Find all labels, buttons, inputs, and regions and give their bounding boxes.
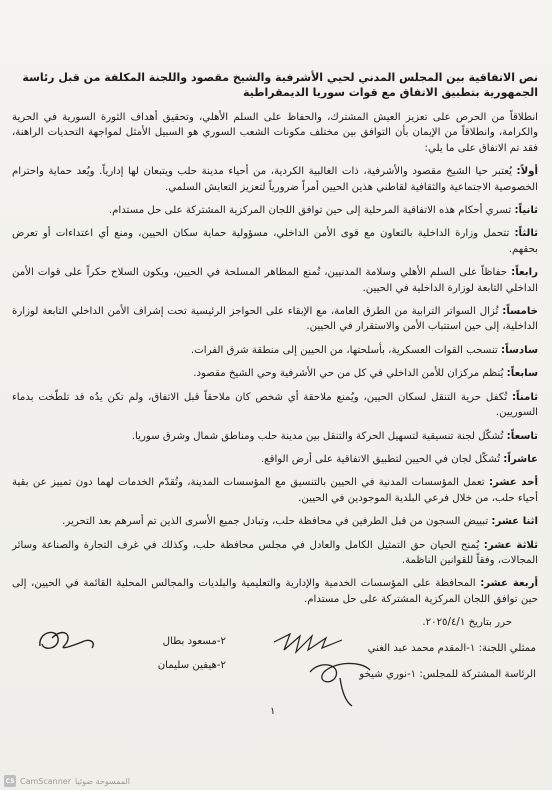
scan-watermark: الممسوحة ضوئيا bbox=[75, 776, 130, 786]
clause-item bbox=[12, 226, 538, 257]
clause-number: أربعة عشر: bbox=[480, 578, 538, 590]
clause-item bbox=[12, 164, 538, 195]
clause-number: أحد عشر: bbox=[488, 477, 538, 489]
clause-text: تُشكّل لجان في الحيين لتطبيق الاتفاقية على أرض الواقع. bbox=[260, 453, 504, 465]
left-sign-name-2: ٢-هيفين سليمان bbox=[157, 660, 226, 671]
clause-number: سابعاً: bbox=[506, 368, 538, 380]
clause-text: تسري أحكام هذه الاتفاقية المرحلية إلى حين توافق اللجان المركزية المشتركة على حل مستدام. bbox=[108, 205, 515, 217]
clause-text: تُشكّل لجنة تنسيقية لتسهيل الحركة والتنقل بين مدينة حلب ومناطق شمال وشرق سوريا. bbox=[131, 430, 507, 442]
intro-paragraph: انطلاقاً من الحرص على تعزيز العيش المشترك، والحفاظ على السلم الأهلي، وتحقيق أهداف الثورة السورية في الحرية والكرامة، وانطلاقاً من الإيمان بأن التوافق بين مختلف مكونات الشعب السوري هو السبيل الأمثل لمواجهة التحديات الراهنة، فقد تم الاتفاق على ما يلي: bbox=[12, 112, 538, 154]
agreement-text bbox=[12, 70, 538, 631]
clause-item bbox=[12, 390, 538, 421]
clause-number: تاسعاً: bbox=[506, 430, 538, 442]
clause-text: تتحمل وزارة الداخلية بالتعاون مع قوى الأمن الداخلي، مسؤولية حماية سكان الحيين، ومنع أي اعتداءات أو تعرض بحقهم. bbox=[12, 228, 538, 255]
clause-item bbox=[12, 576, 538, 607]
clause-item bbox=[12, 366, 538, 381]
clause-number: ثانياً: bbox=[514, 205, 538, 217]
clause-item bbox=[12, 429, 538, 444]
clause-item bbox=[12, 538, 538, 569]
clause-item bbox=[12, 475, 538, 506]
left-sign-name-1: ٢-مسعود بطال bbox=[162, 636, 226, 647]
clause-text: تُزال السواتر الترابية من الطرق العامة، مع الإبقاء على الحواجز الرئيسية تحت إشراف الأمن الداخلي التابعة لوزارة الداخلية، إلى حين استتباب الأمن والاستقرار في الحيين. bbox=[12, 306, 538, 333]
clause-number: سادساً: bbox=[501, 344, 538, 356]
clause-text: حفاظاً على السلم الأهلي وسلامة المدنيين، تُمنع المظاهر المسلحة في الحيين، ويكون السلاح حكراً على قوات الأمن الداخلي التابعة لوزارة الداخلية في الحيين. bbox=[12, 267, 538, 294]
left-signatures bbox=[28, 632, 258, 680]
clauses-list bbox=[12, 164, 538, 607]
clause-item bbox=[12, 343, 538, 358]
signature-labels bbox=[266, 636, 536, 688]
clause-number: خامساً: bbox=[502, 306, 538, 318]
clause-text: يُعتبر حيا الشيخ مقصود والأشرفية، ذات الغالبية الكردية، من أحياء مدينة حلب ويتبعان لها إدارياً. ويُعد حماية واحترام الخصوصية الاجتماعية والثقافية لقاطني هذين الحيين أمراً ضرورياً لتعزيز التعايش السلمي. bbox=[12, 166, 538, 193]
clause-number: ثلاثة عشر: bbox=[483, 539, 538, 551]
clause-number: ثامناً: bbox=[511, 391, 538, 403]
clause-text: يُنظم مركزان للأمن الداخلي في كل من حي الأشرفية وحي الشيخ مقصود. bbox=[193, 368, 507, 380]
clause-item bbox=[12, 265, 538, 296]
scanner-footer bbox=[0, 772, 552, 790]
clause-number: عاشراً: bbox=[503, 453, 538, 465]
clause-item bbox=[12, 203, 538, 218]
clause-number: أولاً: bbox=[516, 166, 538, 178]
clause-item bbox=[12, 514, 538, 529]
camscanner-name: CamScanner bbox=[20, 776, 72, 786]
clause-item bbox=[12, 452, 538, 467]
clause-text: تنسحب القوات العسكرية، بأسلحتها، من الحيين إلى منطقة شرق الفرات. bbox=[190, 344, 501, 356]
document-date: حرر بتاريخ ٢٠٢٥/٤/١. bbox=[422, 617, 512, 629]
clause-number: اثنا عشر: bbox=[491, 516, 538, 528]
clause-number: رابعاً: bbox=[511, 267, 538, 279]
page-number: ١ bbox=[270, 706, 276, 717]
camscanner-logo-icon: CS bbox=[4, 775, 16, 787]
clause-text: تبييض السجون من قبل الطرفين في محافظة حلب، وتبادل جميع الأسرى الذين تم أسرهم بعد التحرير. bbox=[62, 516, 492, 528]
committee-label: ممثلي اللجنة: ١-المقدم محمد عبد الغني bbox=[367, 643, 536, 654]
clause-text: تعمل المؤسسات المدنية في الحيين بالتنسيق مع المؤسسات المدينة، وتُقدّم الخدمات لهما دون تمييز عن بقية أحياء حلب، من خلال فرعي البلدية الموجودين في الحيين. bbox=[12, 477, 538, 504]
clause-text: المحافظة على المؤسسات الخدمية والإدارية والتعليمية والبلديات والمجالس المحلية القائمة في الحيين، إلى حين توافق اللجان المركزية المشتركة على حل مستدام. bbox=[12, 578, 538, 605]
clause-text: يُمنح الحيان حق التمثيل الكامل والعادل في مجلس محافظة حلب، وكذلك في غرف التجارة والصناعة وسائر المجالات، وفقاً للقوانين الناظمة. bbox=[12, 539, 538, 566]
council-label: الرئاسة المشتركة للمجلس: ١-نوري شيخو bbox=[359, 669, 536, 680]
document-title: نص الاتفاقية بين المجلس المدني لحيي الأشرفية والشيخ مقصود واللجنة المكلفة من قبل رئاسة الجمهورية بتطبيق الاتفاق مع قوات سوريا الديمقراطية bbox=[22, 71, 538, 99]
clause-number: ثالثاً: bbox=[514, 228, 538, 240]
clause-item bbox=[12, 304, 538, 335]
clause-text: تُكفل حرية التنقل لسكان الحيين، ويُمنع ملاحقة أي شخص كان ملاحقاً قبل الاتفاق، ولم تكن يدُه قد تلطّخت بدماء السوريين. bbox=[12, 391, 538, 419]
